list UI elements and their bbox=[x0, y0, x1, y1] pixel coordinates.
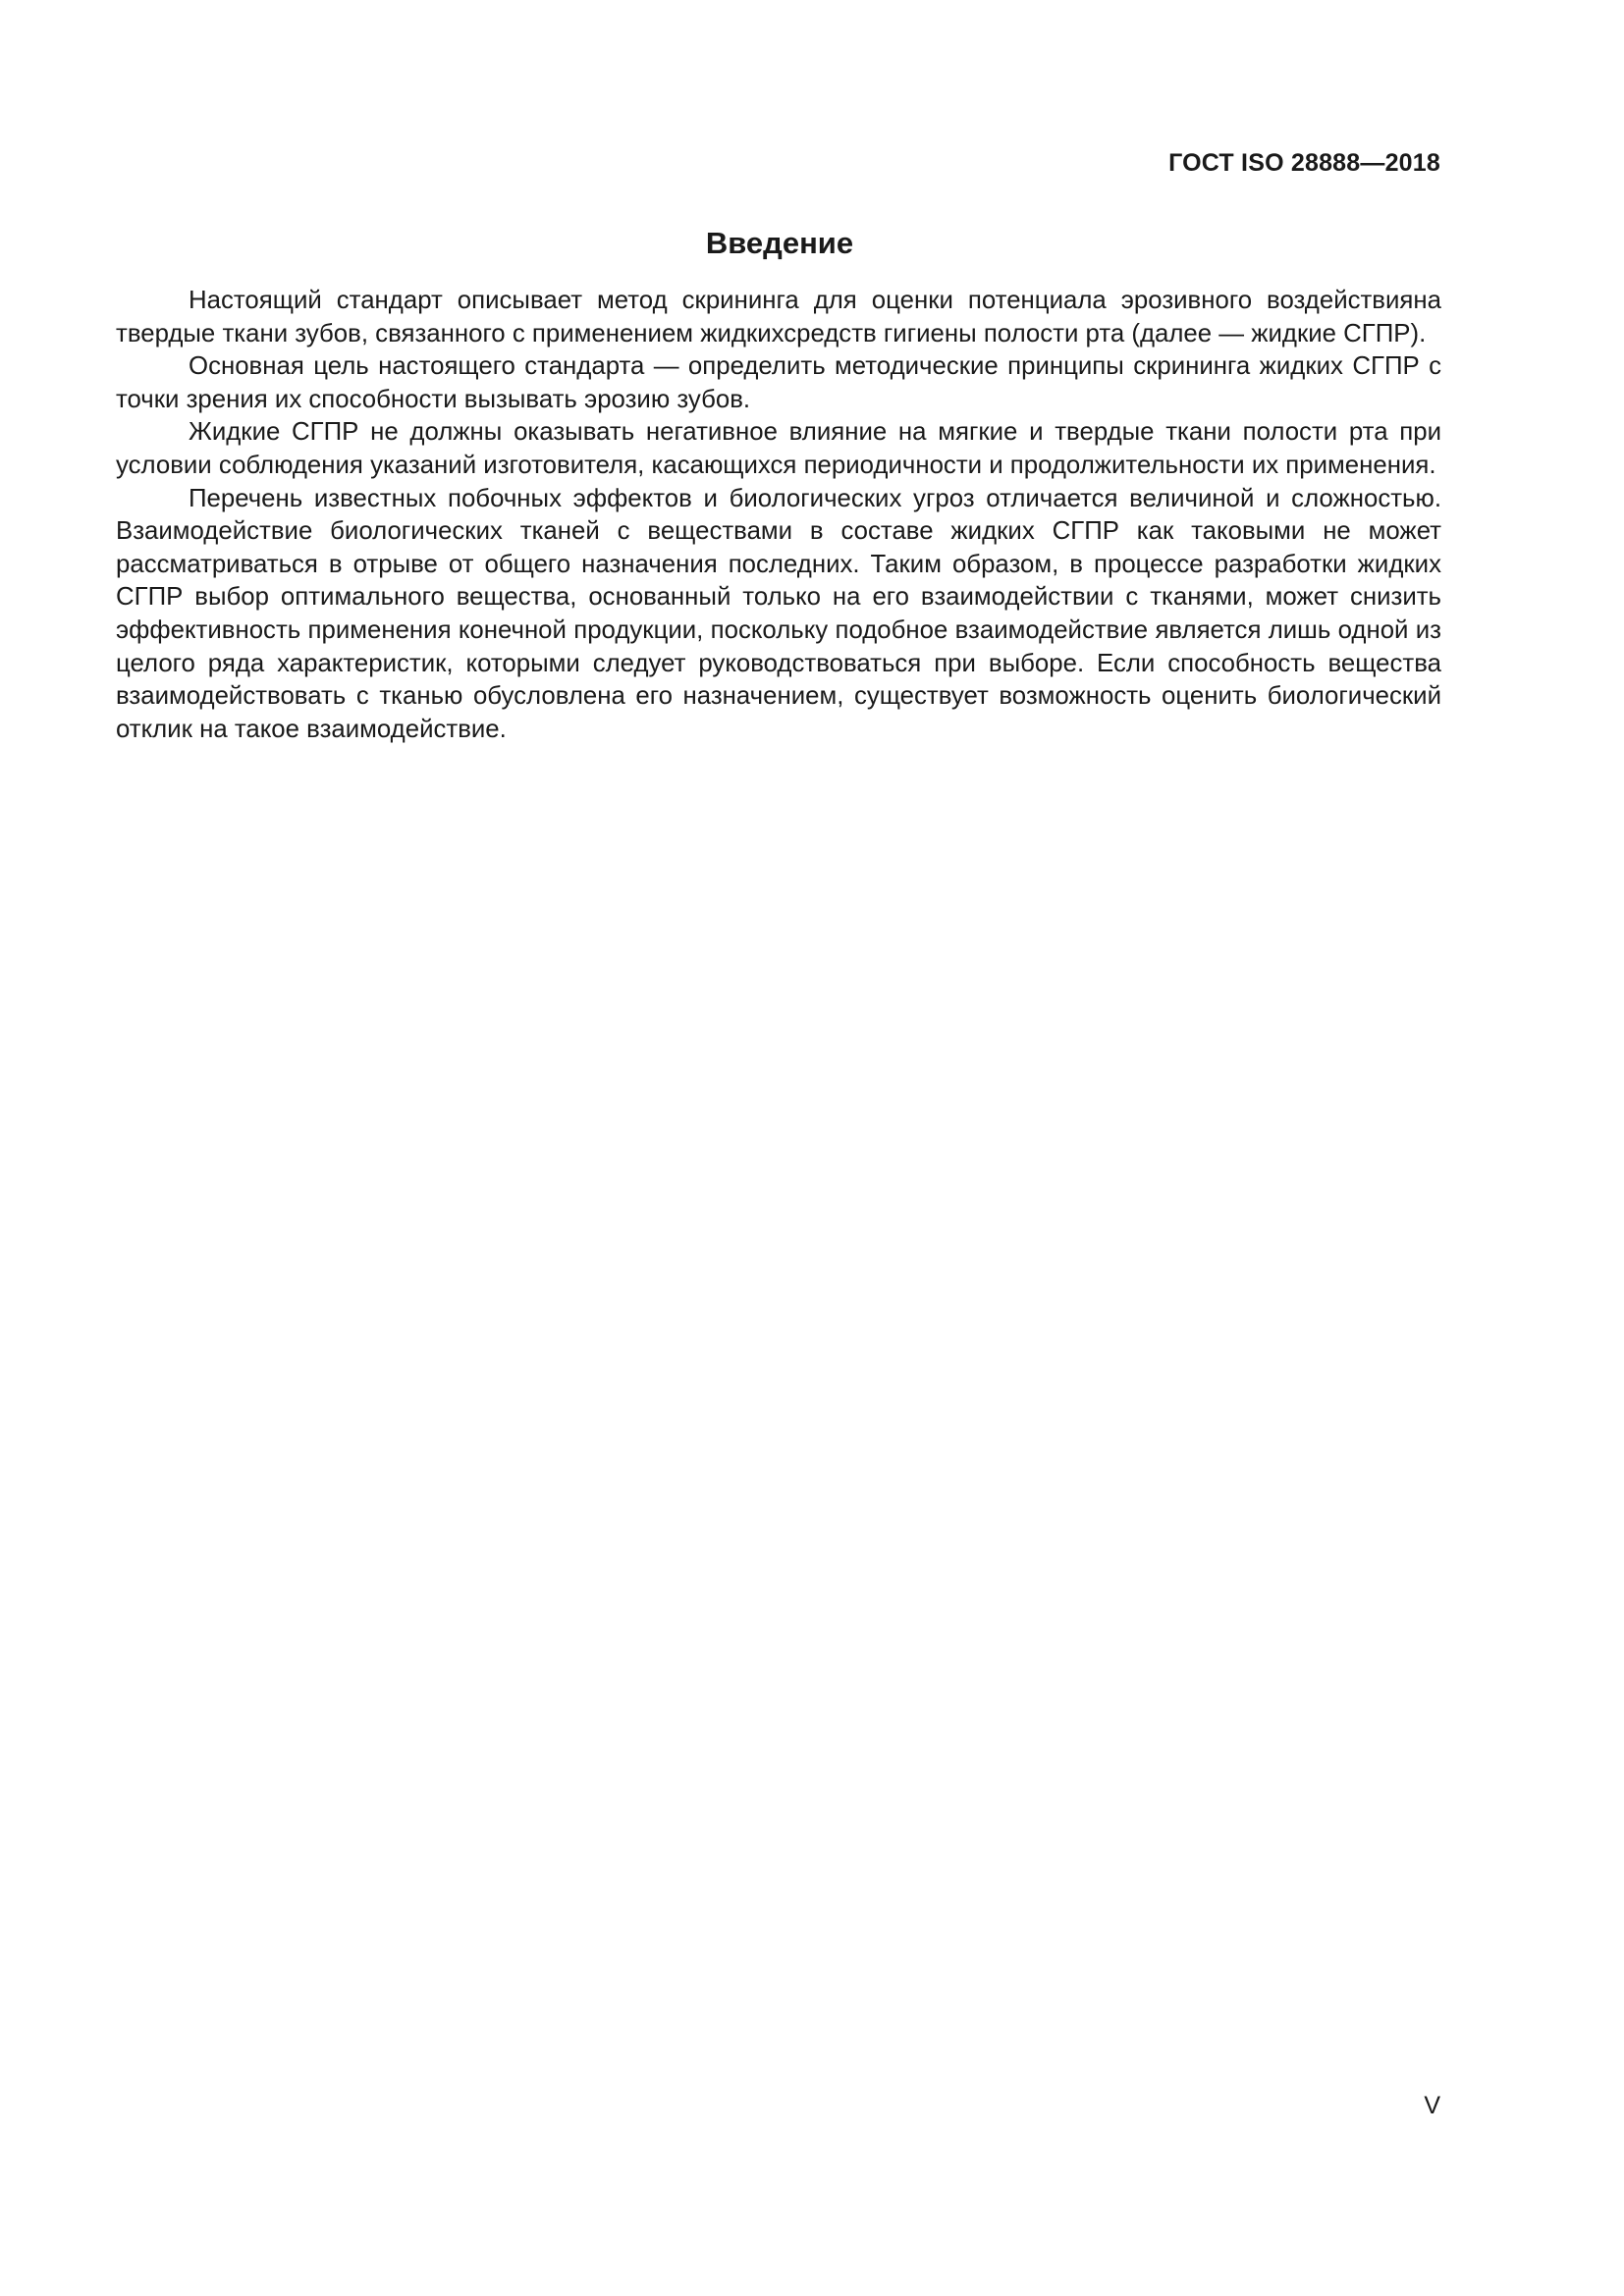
section-title: Введение bbox=[705, 226, 854, 260]
paragraph-4: Перечень известных побочных эффектов и биологических угроз отличается величиной и сложностью. Взаимодействие биологических тканей с веществами в составе жидких СГПР как таковыми не может рассматриваться в отрыве от общего назначения последних. Таким образом, в процессе разработки жидких СГПР выбор оптимального вещества, основанный только на его взаимодействии с тканями, может снизить эффективность применения конечной продукции, поскольку подобное взаимодействие является лишь одной из целого ряда характеристик, которыми следует руководствоваться при выборе. Если способность вещества взаимодействовать с тканью обусловлена его назначением, существует возможность оценить биологический отклик на такое взаимодействие. bbox=[116, 484, 1441, 743]
document-code: ГОСТ ISO 28888—2018 bbox=[1168, 149, 1440, 177]
introduction-body bbox=[116, 285, 1441, 746]
paragraph-1: Настоящий стандарт описывает метод скрининга для оценки потенциала эрозивного воздействияна твердые ткани зубов, связанного с применением жидкихсредств гигиены полости рта (далее — жидкие СГПР). bbox=[116, 287, 1441, 347]
paragraph-2: Основная цель настоящего стандарта — определить методические принципы скрининга жидких СГПР с точки зрения их способности вызывать эрозию зубов. bbox=[116, 352, 1441, 413]
page-number: V bbox=[1424, 2092, 1440, 2119]
paragraph-3: Жидкие СГПР не должны оказывать негативное влияние на мягкие и твердые ткани полости рта при условии соблюдения указаний изготовителя, касающихся периодичности и продолжительности их применения. bbox=[116, 418, 1441, 479]
